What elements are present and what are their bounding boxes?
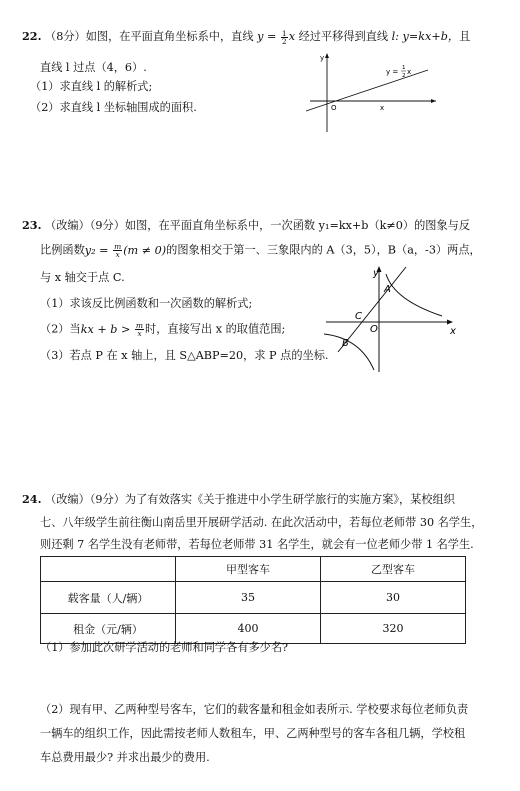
q24-part2-line1: （2）现有甲、乙两种型号客车，它们的载客量和租金如表所示. 学校要求每位老师负责	[40, 703, 469, 716]
q23-number: 23.	[22, 218, 42, 232]
q22-x-arrow	[431, 99, 436, 103]
q23-line3: 与 x 轴交于点 C.	[40, 271, 125, 284]
table-header-blank	[41, 557, 176, 582]
q23-line1	[22, 218, 470, 233]
q22-eq2: l: y=kx+b，	[391, 30, 460, 43]
q22-line-label-den: 2	[402, 73, 406, 79]
q22-y-label: y	[320, 54, 325, 62]
table-row	[41, 614, 466, 644]
q23-part2-a: （2）当	[40, 322, 81, 336]
q22-line2: 直线 l 过点（4，6）.	[40, 61, 147, 74]
q22-graph	[300, 48, 440, 136]
table-row-label-rent: 租金（元/辆）	[41, 614, 176, 644]
q23-tag: （改编）	[45, 219, 90, 232]
q23-part1: （1）求该反比例函数和一次函数的解析式;	[40, 297, 253, 310]
q23-ineq: kx + b > $\frac{m}{x}$	[80, 321, 144, 338]
q23-score: （9分）	[89, 219, 125, 232]
q23-hyperbola-q3	[324, 334, 374, 370]
q22-y-arrow	[325, 53, 329, 58]
q24-bus-table	[40, 556, 466, 644]
q23-graph	[322, 262, 462, 374]
q23-point-c: C	[355, 311, 362, 322]
table-row	[41, 582, 466, 614]
q22-line	[306, 70, 428, 111]
table-cell-capacity-b: 30	[321, 582, 466, 614]
q22-text-b: 经过平移得到直线	[298, 30, 389, 43]
q23-part3: （3）若点 P 在 x 轴上，且 S△ABP=20，求 P 点的坐标.	[40, 349, 329, 362]
q22-number: 22.	[22, 29, 42, 43]
q23-part2	[40, 322, 285, 337]
q22-text-c: 且	[459, 30, 471, 43]
q24-text1: 为了有效落实《关于推进中小学生研学旅行的实施方案》，某校组织	[124, 493, 455, 506]
q22-eq1: y = $\frac{1}{2}$ x	[257, 28, 296, 46]
table-header-bus-b: 乙型客车	[321, 557, 466, 582]
q23-line2	[40, 243, 481, 258]
q22-text-a: 如图，在平面直角坐标系中，直线	[85, 30, 254, 43]
table-header-row	[41, 557, 466, 582]
table-row-label-capacity: 载客量（人/辆）	[41, 582, 176, 614]
table-cell-rent-a: 400	[176, 614, 321, 644]
q22-score: （8分）	[45, 30, 86, 43]
q24-score: （9分）	[89, 493, 125, 506]
table-header-bus-a: 甲型客车	[176, 557, 321, 582]
q24-part2-line3: 车总费用最少? 并求出最少的费用.	[40, 751, 210, 764]
q22-origin-label: O	[331, 104, 337, 112]
q24-line2: 七、八年级学生前往衡山南岳里开展研学活动. 在此次活动中，若每位老师带 30 名学生，	[40, 516, 483, 529]
q24-part1: （1）参加此次研学活动的老师和同学各有多少名?	[40, 641, 289, 654]
q23-text2-a: 比例函数	[40, 243, 85, 257]
q23-x-label: x	[450, 326, 456, 337]
q22-part2: （2）求直线 l 坐标轴围成的面积.	[30, 101, 197, 114]
q22-line-label-pre: y =	[386, 68, 399, 76]
q24-line1	[22, 492, 455, 507]
q22-x-label: x	[380, 104, 385, 112]
q23-part2-b: 时，直接写出 x 的取值范围;	[145, 322, 286, 336]
table-cell-rent-b: 320	[321, 614, 466, 644]
q23-y-label: y	[373, 268, 379, 279]
q22-line-label-num: 1	[402, 65, 406, 71]
q23-text1: 如图，在平面直角坐标系中，一次函数 y₁=kx+b（k≠0）的图象与反	[124, 219, 471, 232]
q23-x-arrow	[447, 320, 453, 325]
q22-part1: （1）求直线 l 的解析式;	[30, 80, 153, 93]
q22-line1	[22, 29, 470, 45]
table-cell-capacity-a: 35	[176, 582, 321, 614]
q24-part2-line2: 一辆车的组织工作，因此需按老师人数租车，甲、乙两种型号的客车各租几辆，学校租	[40, 727, 466, 740]
q24-line3: 则还剩 7 名学生没有老师带，若每位老师带 31 名学生，就会有一位老师少带 1 名学生.	[40, 538, 474, 551]
q22-line-label-post: x	[407, 68, 412, 76]
q23-eq-reciprocal: y₂ = $\frac{m}{x}$ (m ≠ 0)	[84, 242, 167, 259]
q23-point-a: A	[384, 284, 391, 295]
q23-origin-label: O	[370, 324, 378, 335]
q23-hyperbola-q1	[386, 274, 442, 316]
q24-number: 24.	[22, 492, 42, 506]
q23-text2-b: 的图象相交于第一、三象限内的 A（3，5），B（a，-3）两点，	[166, 243, 481, 257]
q23-point-b: B	[342, 338, 349, 349]
q24-tag: （改编）	[45, 493, 90, 506]
